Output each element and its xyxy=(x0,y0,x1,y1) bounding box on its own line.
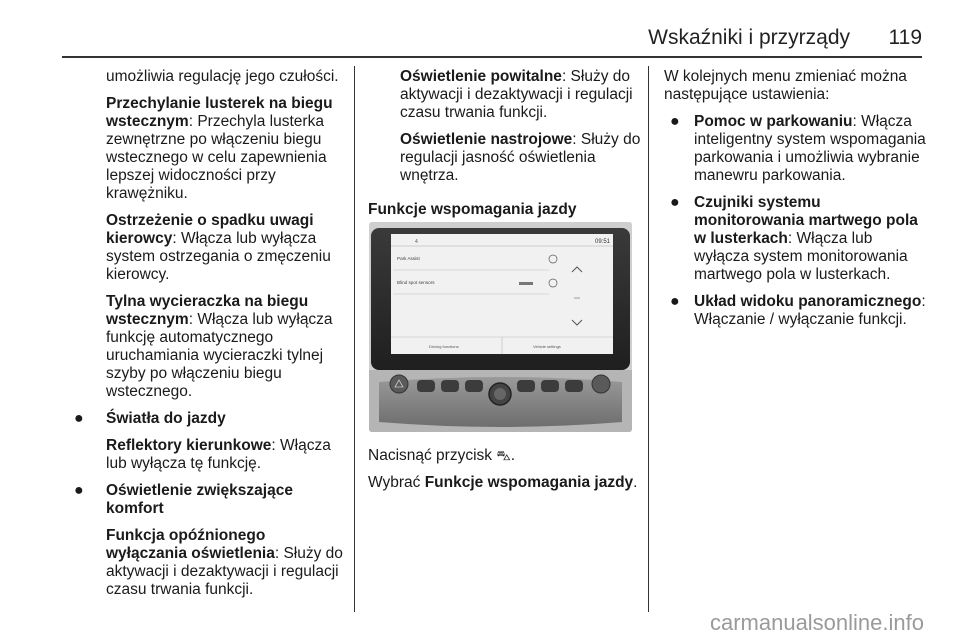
bullet-dot: ● xyxy=(74,482,84,499)
power-button[interactable] xyxy=(592,375,610,393)
press-instruction: Nacisnąć przycisk ⛍. xyxy=(368,447,516,464)
toggle-slider[interactable] xyxy=(519,282,533,285)
section-heading: Funkcje wspomagania jazdy xyxy=(368,201,577,218)
page-header xyxy=(0,26,960,56)
bullet-dot: ● xyxy=(74,410,84,427)
infotainment-photo xyxy=(369,222,632,432)
hw-button[interactable] xyxy=(441,380,459,392)
item-ambient-lighting: Oświetlenie nastrojowe: Służy do regulacji jasność oświetlenia wnętrza. xyxy=(400,131,641,184)
hw-button[interactable] xyxy=(417,380,435,392)
select-instruction: Wybrać Funkcje wspomagania jazdy. xyxy=(368,474,638,491)
bullet-blind-spot: ● Czujniki systemu monitorowania martwego pola w lusterkach: Włącza lub wyłącza system monitorowania martwego pola w lusterkach. xyxy=(664,194,930,284)
item-driver-attention: Ostrzeżenie o spadku uwagi kierowcy: Włącza lub wyłącza system ostrzegania o zmęczeniu kierowcy. xyxy=(106,212,331,283)
status-time: 09:51 xyxy=(595,239,611,245)
item-adaptive-headlights: Reflektory kierunkowe: Włącza lub wyłącza tę funkcję. xyxy=(106,437,331,472)
bullet-dot: ● xyxy=(670,194,680,211)
hw-button[interactable] xyxy=(541,380,559,392)
car-settings-button[interactable] xyxy=(565,380,583,392)
item-mirror-tilt: Przechylanie lusterek na biegu wstecznym: Przechyla lusterka zewnętrzne po włączeniu biegu wstecznego w celu zapewnienia lepszej widoczności przy krawężniku. xyxy=(106,95,333,202)
tab-vehicle-settings[interactable]: Vehicle settings xyxy=(533,344,561,349)
hw-button[interactable] xyxy=(517,380,535,392)
menu-row-2[interactable]: Blind spot sensors xyxy=(397,280,435,285)
bullet-driving-lights: ● Światła do jazdy xyxy=(68,410,346,428)
intro-text: umożliwia regulację jego czułości. xyxy=(106,68,339,85)
item-rear-wiper: Tylna wycieraczka na biegu wstecznym: Włącza lub wyłącza funkcję automatycznego uruchamiania wycieraczki tylnej szyby po włączeniu biegu wstecznego. xyxy=(106,293,333,400)
page-number: 119 xyxy=(888,26,922,49)
bullet-comfort-lighting: ● Oświetlenie zwiększające komfort xyxy=(68,482,346,518)
hazard-button[interactable] xyxy=(390,375,408,393)
column-divider-1 xyxy=(354,66,355,612)
bullet-park-assist: ● Pomoc w parkowaniu: Włącza inteligentny system wspomagania parkowania i umożliwia wybranie manewru parkowania. xyxy=(664,113,930,185)
column-3 xyxy=(664,68,930,338)
header-rule xyxy=(62,56,922,58)
column-1 xyxy=(68,68,346,608)
bullet-panoramic-view: ● Układ widoku panoramicznego: Włączanie / wyłączanie funkcji. xyxy=(664,293,930,329)
column-2 xyxy=(362,68,642,228)
infotainment-illustration xyxy=(369,222,632,432)
menu-row-1[interactable]: Park Assist xyxy=(397,256,420,261)
item-delayed-light-off: Funkcja opóźnionego wyłączania oświetlenia: Służy do aktywacji i dezaktywacji i regulacji czasu trwania funkcji. xyxy=(106,527,343,598)
column-divider-2 xyxy=(648,66,649,612)
page-title: Wskaźniki i przyrządy xyxy=(648,26,850,49)
item-welcome-lighting: Oświetlenie powitalne: Służy do aktywacji i dezaktywacji i regulacji czasu trwania funkcji. xyxy=(400,68,633,121)
bullet-dot: ● xyxy=(670,293,680,310)
bullet-dot: ● xyxy=(670,113,680,130)
status-left: 4 xyxy=(415,239,418,245)
hw-button[interactable] xyxy=(465,380,483,392)
tab-driving-functions[interactable]: Driving functions xyxy=(429,344,459,349)
intro-text: W kolejnych menu zmieniać można następujące ustawienia: xyxy=(664,68,907,103)
column-2-bottom xyxy=(368,446,648,501)
car-icon: ⛍ xyxy=(496,447,511,463)
watermark: carmanualsonline.info xyxy=(709,610,924,635)
